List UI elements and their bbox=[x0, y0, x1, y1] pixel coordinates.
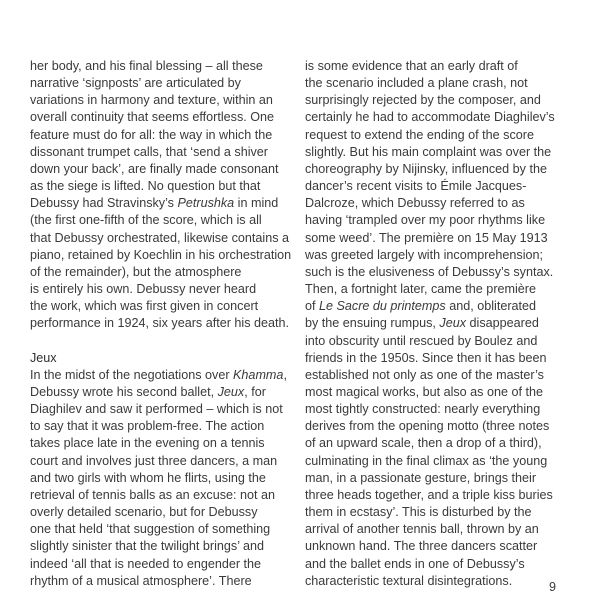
text-run: , bbox=[283, 367, 287, 382]
text-run: In the midst of the negotiations over bbox=[30, 367, 234, 382]
text-line: slightly sinister that the twilight brings’ and bbox=[30, 539, 265, 554]
paragraph-gap bbox=[30, 333, 298, 350]
text-line: request to extend the ending of the score bbox=[305, 127, 534, 142]
work-title: Jeux bbox=[439, 316, 467, 331]
text-line: her body, and his final blessing – all these bbox=[30, 59, 263, 73]
text-line: retrieval of tennis balls as an excuse: not an bbox=[30, 487, 276, 502]
text-line: feature must do for all: the way in which the bbox=[30, 127, 273, 142]
text-line bbox=[30, 384, 298, 401]
text-line: overly detailed scenario, but for Debussy bbox=[30, 505, 258, 520]
text-line: Dalcroze, which Debussy referred to as bbox=[305, 196, 525, 211]
text-line: three heads together, and a triple kiss buries bbox=[305, 487, 553, 502]
text-line: rhythm of a musical atmosphere’. There bbox=[30, 573, 252, 588]
text-line: piano, retained by Koechlin in his orchestration bbox=[30, 247, 292, 262]
text-run: disappeared bbox=[466, 316, 539, 331]
text-line: choreography by Nijinsky, influenced by the bbox=[305, 161, 547, 176]
text-line: of the remainder), but the atmosphere bbox=[30, 264, 242, 279]
text-line: unknown hand. The three dancers scatter bbox=[305, 539, 538, 554]
text-line: certainly he had to accommodate Diaghilev’s bbox=[305, 110, 555, 125]
text-line: narrative ‘signposts’ are articulated by bbox=[30, 76, 241, 91]
text-line: some weed’. The première on 15 May 1913 bbox=[305, 230, 548, 245]
text-line: overall continuity that seems effortless. One bbox=[30, 110, 275, 125]
text-line: dissonant trumpet calls, that ‘send a shiver bbox=[30, 144, 269, 159]
text-line: (the first one-fifth of the score, which is all bbox=[30, 213, 262, 228]
text-line: and the ballet ends in one of Debussy’s bbox=[305, 556, 525, 571]
text-line: to say that it was problem-free. The action bbox=[30, 419, 265, 434]
text-line: down your back’, are finally made consonant bbox=[30, 161, 279, 176]
text-line: them in ecstasy’. This is disturbed by the bbox=[305, 505, 532, 520]
text-line: established not only as one of the master’s bbox=[305, 367, 544, 382]
text-line: one that held ‘that suggestion of something bbox=[30, 522, 271, 537]
text-line: court and involves just three dancers, a man bbox=[30, 453, 278, 468]
text-line: the scenario included a plane crash, not bbox=[305, 76, 528, 91]
text-line: characteristic textural disintegrations. bbox=[305, 573, 513, 588]
text-run: by the ensuing rumpus, bbox=[305, 316, 440, 331]
text-line: was greeted largely with incomprehension; bbox=[305, 247, 544, 262]
text-line: into obscurity until rescued by Boulez and bbox=[305, 333, 538, 348]
text-line: slightly. But his main complaint was over the bbox=[305, 144, 552, 159]
paragraph-jeux bbox=[30, 367, 298, 590]
text-line: dancer’s recent visits to Émile Jacques- bbox=[305, 179, 527, 194]
text-line: most magical works, but also as one of the bbox=[305, 384, 543, 399]
text-line: as the siege is lifted. No question but that bbox=[30, 179, 261, 194]
text-run: , for bbox=[244, 384, 266, 399]
text-line: is entirely his own. Debussy never heard bbox=[30, 282, 257, 297]
page-number: 9 bbox=[549, 580, 557, 594]
text-line: takes place late in the evening on a tennis bbox=[30, 436, 265, 451]
text-run: Debussy wrote his second ballet, bbox=[30, 384, 218, 399]
text-line bbox=[305, 298, 573, 315]
text-line: friends in the 1950s. Since then it has been bbox=[305, 350, 547, 365]
text-run: and, obliterated bbox=[445, 299, 537, 314]
text-line: variations in harmony and texture, within an bbox=[30, 93, 273, 108]
paragraph-petrushka bbox=[30, 58, 298, 333]
text-line: culminating in the final climax as ‘the young bbox=[305, 453, 548, 468]
text-line: that Debussy orchestrated, likewise contains a bbox=[30, 230, 290, 245]
work-title: Petrushka bbox=[177, 196, 235, 211]
left-column bbox=[30, 58, 298, 590]
text-line: is some evidence that an early draft of bbox=[305, 59, 518, 73]
text-line: man, in a passionate gesture, brings their bbox=[305, 470, 537, 485]
text-line: derives from the opening motto (three notes bbox=[305, 419, 550, 434]
text-run: of bbox=[305, 299, 320, 314]
text-line: of an upward scale, then a drop of a third), bbox=[305, 436, 542, 451]
text-run: in mind bbox=[234, 196, 279, 211]
work-title: Khamma bbox=[233, 367, 284, 382]
work-title: Jeux bbox=[217, 384, 245, 399]
section-heading-jeux: Jeux bbox=[30, 350, 57, 365]
text-run: Debussy had Stravinsky’s bbox=[30, 196, 178, 211]
text-line: and two girls with whom he flirts, using the bbox=[30, 470, 266, 485]
text-line: Then, a fortnight later, came the première bbox=[305, 282, 537, 297]
text-line: such is the elusiveness of Debussy’s syntax. bbox=[305, 264, 554, 279]
text-line bbox=[30, 195, 298, 212]
text-line: indeed ‘all that is needed to engender the bbox=[30, 556, 262, 571]
text-line: Diaghilev and saw it performed – which is not bbox=[30, 402, 283, 417]
text-line: most tightly constructed: nearly everything bbox=[305, 402, 541, 417]
text-line bbox=[305, 315, 573, 332]
right-column bbox=[305, 58, 573, 590]
work-title: Le Sacre du printemps bbox=[319, 299, 446, 314]
text-line: the work, which was first given in concert bbox=[30, 299, 259, 314]
text-line: performance in 1924, six years after his death. bbox=[30, 316, 290, 331]
text-line: arrival of another tennis ball, thrown by an bbox=[305, 522, 539, 537]
text-line bbox=[30, 367, 298, 384]
text-line: surprisingly rejected by the composer, and bbox=[305, 93, 541, 108]
text-line: having ‘trampled over my poor rhythms like bbox=[305, 213, 546, 228]
